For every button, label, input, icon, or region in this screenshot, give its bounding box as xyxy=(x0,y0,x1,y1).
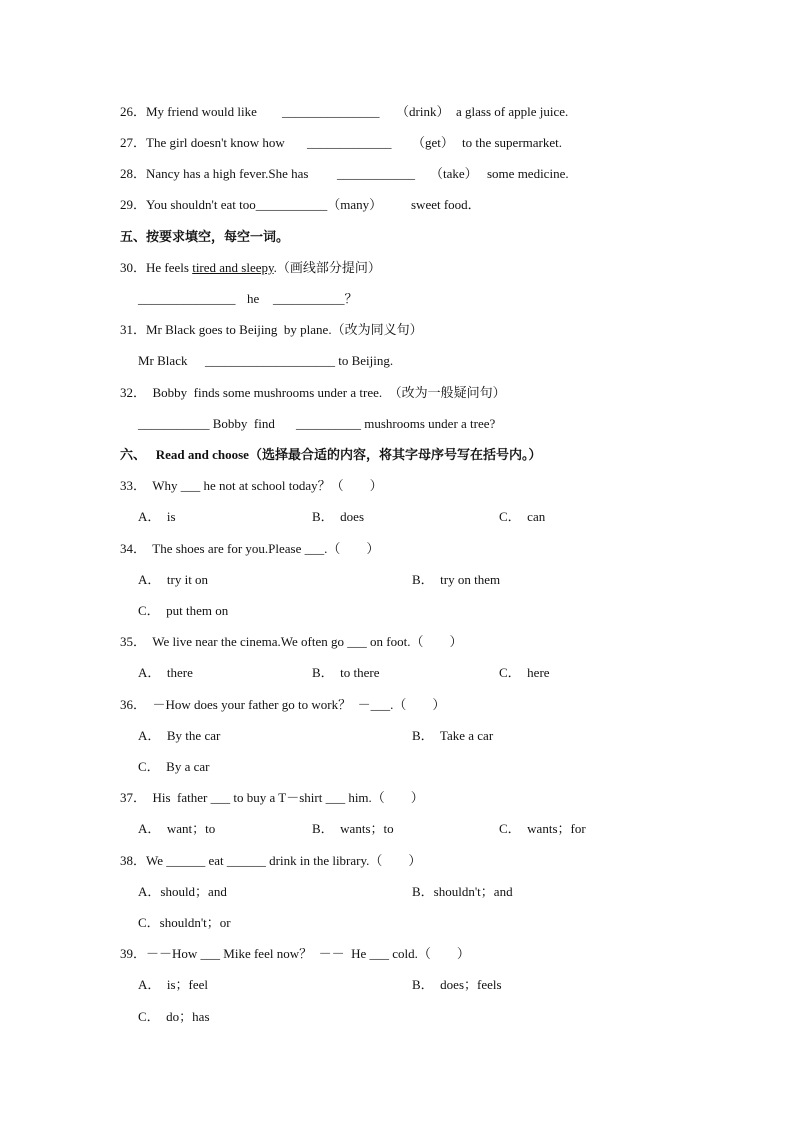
q39-option-b[interactable]: B． does；feels xyxy=(412,977,502,992)
q36-stem: 36． －How does your father go to work？ －___.（ ） xyxy=(120,697,446,712)
q39-option-c[interactable]: C． do；has xyxy=(138,1009,210,1024)
q37-stem: 37． His father ___ to buy a T－shirt ___ him.（ ） xyxy=(120,790,424,805)
q38-stem: 38．We ______ eat ______ drink in the library.（ ） xyxy=(120,853,422,868)
q38-option-c[interactable]: C．shouldn't；or xyxy=(138,915,231,930)
q31-blank[interactable]: ____________________ to Beijing. xyxy=(205,353,394,368)
q35-option-c[interactable]: C． here xyxy=(499,665,550,680)
q35-stem: 35． We live near the cinema.We often go ___ on foot.（ ） xyxy=(120,634,463,649)
q27-lead: 27．The girl doesn't know how xyxy=(120,135,285,150)
q31-subject: Mr Black xyxy=(138,353,188,368)
q26-lead: 26．My friend would like xyxy=(120,104,257,119)
q34-option-a[interactable]: A． try it on xyxy=(138,572,209,587)
q26-tail: a glass of apple juice. xyxy=(456,104,569,119)
q28-lead: 28．Nancy has a high fever.She has xyxy=(120,166,309,181)
q32-blank-1[interactable]: ___________ Bobby find xyxy=(138,416,275,431)
q26-blank[interactable]: _______________ xyxy=(282,104,380,119)
q29-lead: 29．You shouldn't eat too___________（many） xyxy=(120,197,383,212)
q37-option-b[interactable]: B． wants；to xyxy=(312,821,394,836)
q33-option-b[interactable]: B． does xyxy=(312,509,365,524)
q33-option-a[interactable]: A． is xyxy=(138,509,176,524)
q30-blank-1[interactable]: _______________ xyxy=(138,291,236,306)
q34-stem: 34． The shoes are for you.Please ___.（ ） xyxy=(120,541,380,556)
section-6-number: 六、 xyxy=(120,447,147,462)
q34-option-b[interactable]: B． try on them xyxy=(412,572,501,587)
q28-tail: some medicine. xyxy=(487,166,569,181)
q30-word-he: he xyxy=(247,291,260,306)
q28-blank[interactable]: ____________ xyxy=(337,166,415,181)
q28-hint: （take） xyxy=(430,166,478,181)
q30-blank-2[interactable]: ___________？ xyxy=(273,291,358,306)
section-6-instruction: （选择最合适的内容，将其字母序号写在括号内。） xyxy=(248,447,542,462)
q27-tail: to the supermarket. xyxy=(462,135,562,150)
q33-stem: 33． Why ___ he not at school today？（ ） xyxy=(120,478,383,493)
q39-stem: 39．－－How ___ Mike feel now？ －－ He ___ cold.（ ） xyxy=(120,946,470,961)
q30-underlined-phrase: tired and sleepy xyxy=(192,260,274,275)
q35-option-b[interactable]: B． to there xyxy=(312,665,380,680)
q29-tail: sweet food． xyxy=(411,197,481,212)
q27-blank[interactable]: _____________ xyxy=(307,135,392,150)
q37-option-c[interactable]: C． wants；for xyxy=(499,821,586,836)
q33-option-c[interactable]: C． can xyxy=(499,509,546,524)
q37-option-a[interactable]: A． want；to xyxy=(138,821,216,836)
q27-hint: （get） xyxy=(412,135,454,150)
q38-option-a[interactable]: A．should；and xyxy=(138,884,227,899)
q30-instruction: .（画线部分提问） xyxy=(273,260,381,275)
q35-option-a[interactable]: A． there xyxy=(138,665,193,680)
q32-blank-2[interactable]: __________ mushrooms under a tree? xyxy=(296,416,496,431)
q36-option-c[interactable]: C． By a car xyxy=(138,759,210,774)
q30-lead: 30．He feels xyxy=(120,260,193,275)
q36-option-b[interactable]: B． Take a car xyxy=(412,728,494,743)
q32-question: 32． Bobby finds some mushrooms under a tree. （改为一般疑问句） xyxy=(120,385,506,400)
q31-question: 31．Mr Black goes to Beijing by plane.（改为同义句） xyxy=(120,322,423,337)
q38-option-b[interactable]: B．shouldn't；and xyxy=(412,884,513,899)
q39-option-a[interactable]: A． is；feel xyxy=(138,977,209,992)
q36-option-a[interactable]: A． By the car xyxy=(138,728,221,743)
section-5-title: 五、按要求填空，每空一词。 xyxy=(120,229,290,244)
q30-question xyxy=(120,260,381,276)
q34-option-c[interactable]: C． put them on xyxy=(138,603,229,618)
q26-hint: （drink） xyxy=(396,104,450,119)
section-6-title xyxy=(120,447,541,463)
section-6-english: Read and choose xyxy=(155,447,249,462)
